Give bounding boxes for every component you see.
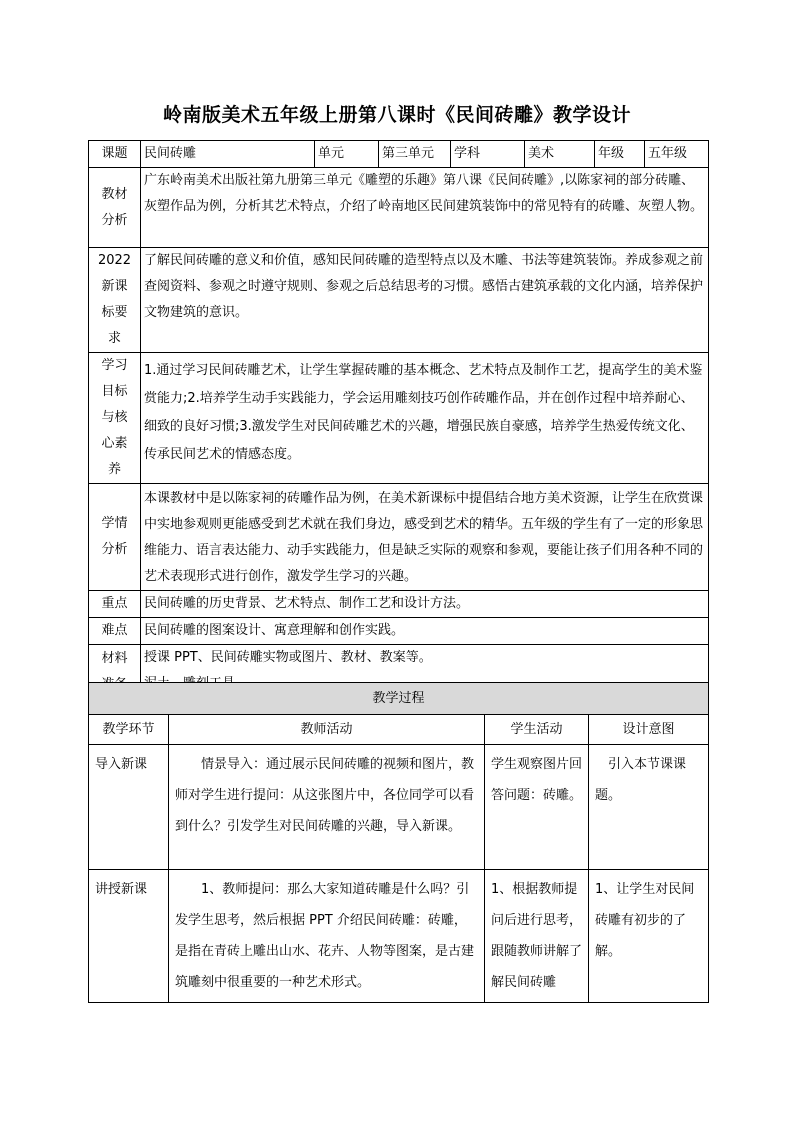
section-row [89,168,709,248]
section-label: 2022新课标要求 [89,248,141,353]
xueke-value: 美术 [525,141,595,168]
materials-line-1: 授课 PPT、民间砖雕实物或图片、教材、教案等。 [144,650,432,665]
process-row [89,870,709,1003]
student-cell: 1、根据教师提问后进行思考，跟随教师讲解了解民间砖雕 [485,870,589,1003]
section-content: 广东岭南美术出版社第九册第三单元《雕塑的乐趣》第八课《民间砖雕》,以陈家祠的部分砖雕、灰塑作品为例，分析其艺术特点，介绍了岭南地区民间建筑装饰中的常见特有的砖雕、灰塑人物。 [141,168,709,248]
teacher-cell: 情景导入：通过展示民间砖雕的视频和图片，教师对学生进行提问：从这张图片中，各位同学可以看到什么？引发学生对民间砖雕的兴趣，导入新课。 [169,745,485,870]
section-label: 教材分析 [89,168,141,248]
page-title: 岭南版美术五年级上册第八课时《民间砖雕》教学设计 [162,104,631,126]
section-content: 民间砖雕的历史背景、艺术特点、制作工艺和设计方法。 [141,591,709,618]
section-label: 学情分析 [89,484,141,591]
section-row [89,484,709,591]
stage-cell: 导入新课 [89,745,169,870]
column-header: 教学环节 [89,715,169,745]
section-row [89,353,709,484]
section-content: 了解民间砖雕的意义和价值，感知民间砖雕的造型特点以及木雕、书法等建筑装饰。养成参观之前查阅资料、参观之时遵守规则、参观之后总结思考的习惯。感悟古建筑承载的文化内涵，培养保护文物建筑的意识。 [141,248,709,353]
process-header: 教学过程 [89,683,709,715]
nianji-value: 五年级 [645,141,709,168]
section-label: 学习目标与核心素养 [89,353,141,484]
section-label: 重点 [89,591,141,618]
info-table [88,140,709,699]
student-cell: 学生观察图片回答问题：砖雕。 [485,745,589,870]
section-label: 难点 [89,618,141,645]
section-label: 材料 [89,645,141,699]
section-row [89,591,709,618]
process-columns-row [89,715,709,745]
stage-cell: 讲授新课 [89,870,169,1003]
danyuan-label: 单元 [315,141,379,168]
info-row [89,141,709,168]
process-header-row [89,683,709,715]
danyuan-value: 第三单元 [379,141,451,168]
column-header: 教师活动 [169,715,485,745]
keti-label: 课题 [89,141,141,168]
process-row [89,745,709,870]
section-row [89,248,709,353]
teacher-cell: 1、教师提问：那么大家知道砖雕是什么吗？引发学生思考，然后根据 PPT 介绍民间砖雕：砖雕，是指在青砖上雕出山水、花卉、人物等图案，是古建筑雕刻中很重要的一种艺术形式。 [169,870,485,1003]
intent-cell: 引入本节课课题。 [589,745,709,870]
section-row [89,618,709,645]
section-content: 本课教材中是以陈家祠的砖雕作品为例，在美术新课标中提倡结合地方美术资源，让学生在欣赏课中实地参观则更能感受到艺术就在我们身边，感受到艺术的精华。五年级的学生有了一定的形象思维能力、语言表达能力、动手实践能力，但是缺乏实际的观察和参观，要能让孩子们用各种不同的艺术表现形式进行创作，激发学生学习的兴趣。 [141,484,709,591]
section-content: 1.通过学习民间砖雕艺术，让学生掌握砖雕的基本概念、艺术特点及制作工艺，提高学生的美术鉴赏能力;2.培养学生动手实践能力，学会运用雕刻技巧创作砖雕作品，并在创作过程中培养耐心、细致的良好习惯;3.激发学生对民间砖雕艺术的兴趣，增强民族自豪感，培养学生热爱传统文化、传承民间艺术的情感态度。 [141,353,709,484]
column-header: 设计意图 [589,715,709,745]
process-table [88,682,709,1003]
intent-cell: 1、让学生对民间砖雕有初步的了解。 [589,870,709,1003]
keti-value: 民间砖雕 [141,141,315,168]
nianji-label: 年级 [595,141,645,168]
section-content: 民间砖雕的图案设计、寓意理解和创作实践。 [141,618,709,645]
xueke-label: 学科 [451,141,525,168]
column-header: 学生活动 [485,715,589,745]
